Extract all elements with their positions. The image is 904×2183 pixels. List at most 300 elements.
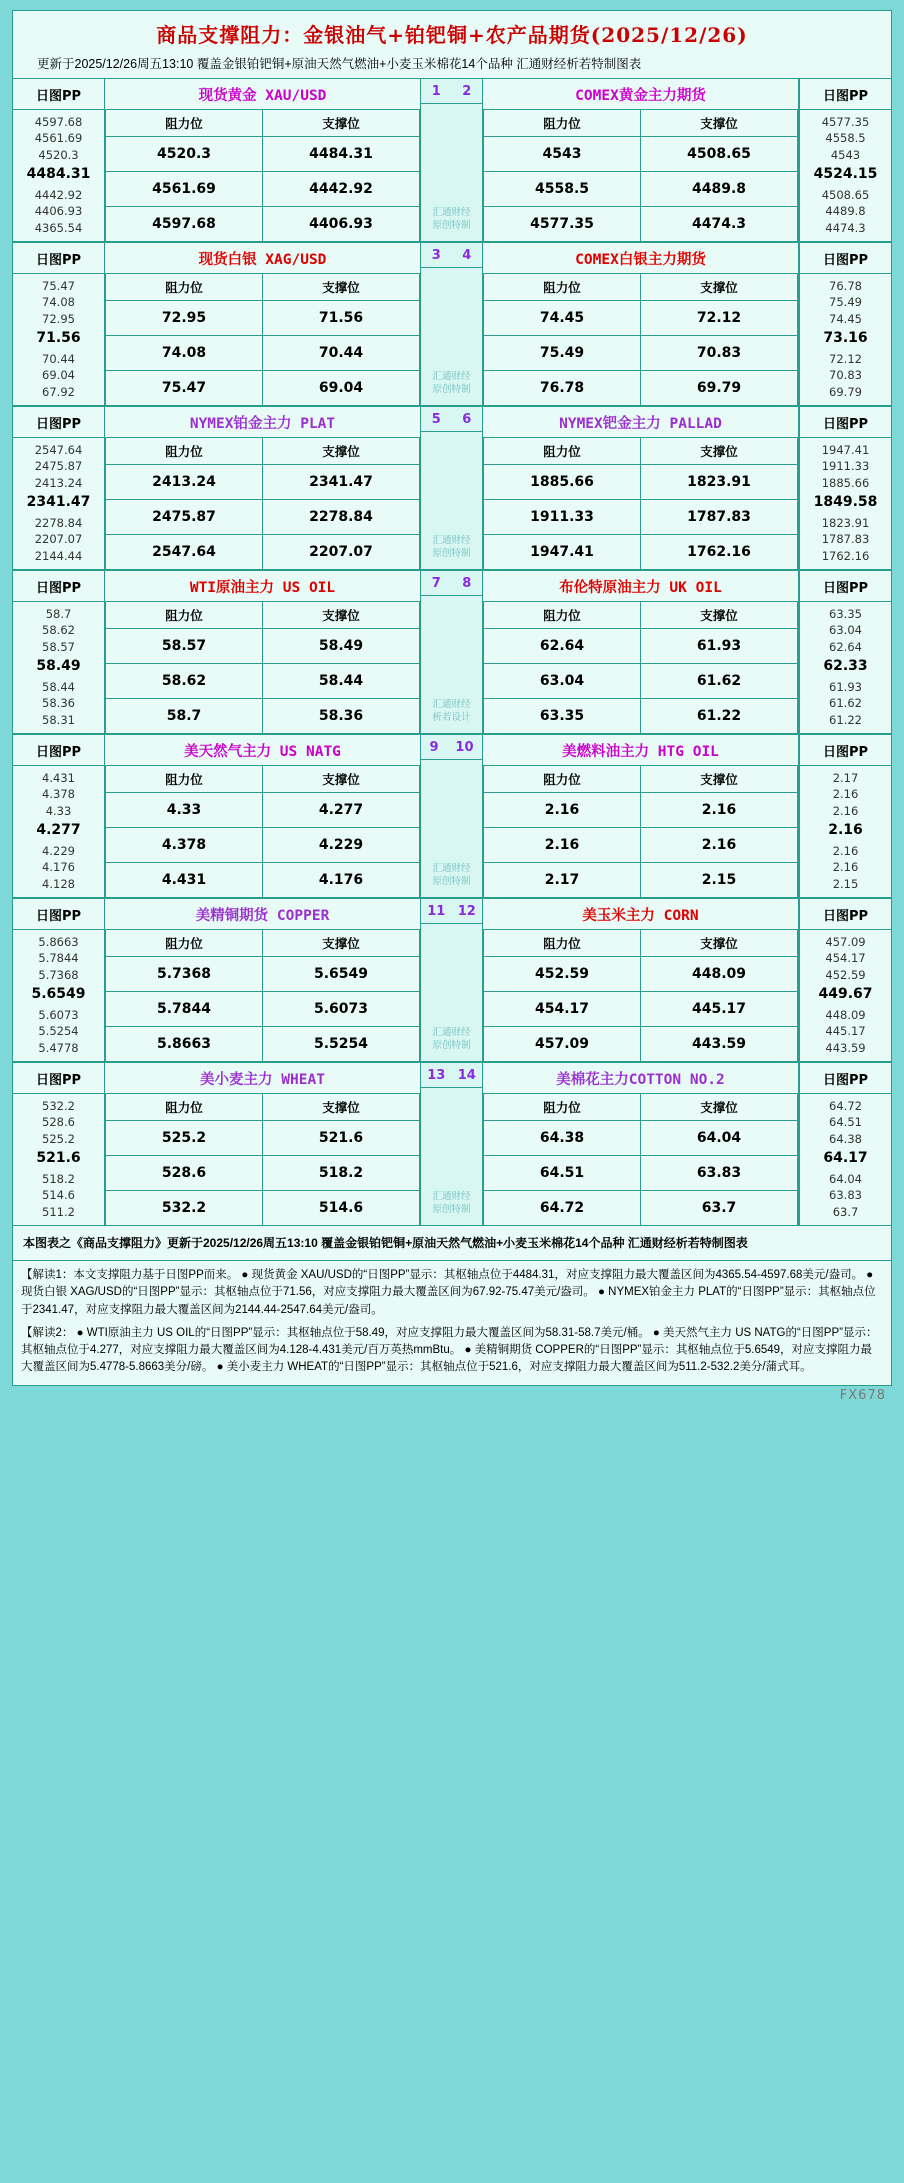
- table-row: [484, 629, 798, 664]
- table-row: [106, 336, 420, 371]
- pivot-points-column: [13, 79, 105, 241]
- resistance-value: 75.49: [484, 336, 641, 371]
- pivot-level-value: 2475.87: [34, 459, 83, 474]
- support-header: 支撑位: [263, 766, 420, 793]
- support-value: 5.6549: [263, 957, 420, 992]
- index-column: [421, 1063, 483, 1225]
- pivot-level-value: 511.2: [42, 1204, 75, 1219]
- pivot-points-column: [799, 1063, 891, 1225]
- pivot-point-value: 2.16: [828, 821, 863, 838]
- resistance-value: 2475.87: [106, 500, 263, 535]
- pivot-level-value: 58.62: [42, 623, 75, 638]
- support-value: 71.56: [263, 301, 420, 336]
- legend-paragraph-2: 【解读2： ● WTI原油主力 US OIL的“日图PP”显示：其枢轴点位于58.49，对应支撑阻力最大覆盖区间为58.31-58.7美元/桶。 ● 美天然气主力 US NATG的“日图PP”显示：其枢轴点位于4.277，对应支撑阻力最大覆盖区间为4.128-4.431美元/百万英热mmBtu。 ● 美精铜期货 COPPER的“日图PP”显示：其枢轴点位于5.6549，对应支撑阻力最大覆盖区间为5.4778-5.8663美分/磅。 ● 美小麦主力 WHEAT的“日图PP”显示：其枢轴点位于521.6，对应支撑阻力最大覆盖区间为511.2-532.2美分/蒲式耳。: [21, 1326, 878, 1374]
- pivot-level-value: 58.44: [42, 679, 75, 694]
- resistance-value: 64.51: [484, 1156, 641, 1191]
- watermark: [432, 535, 470, 561]
- table-row: [484, 1027, 798, 1062]
- instrument-title: 美精铜期货 COPPER: [105, 899, 420, 930]
- resistance-value: 5.7844: [106, 992, 263, 1027]
- instrument-title: 现货白银 XAG/USD: [105, 243, 420, 274]
- table-row: [106, 828, 420, 863]
- pivot-level-value: 4597.68: [34, 115, 83, 129]
- support-value: 2207.07: [263, 535, 420, 570]
- pivot-level-value: 452.59: [825, 967, 866, 982]
- support-value: 4406.93: [263, 207, 420, 242]
- resistance-value: 63.04: [484, 664, 641, 699]
- index-number-right: 4: [462, 248, 472, 263]
- support-value: 61.62: [641, 664, 798, 699]
- pivot-points-header: 日图PP: [13, 571, 104, 602]
- pivot-level-value: 76.78: [829, 279, 862, 293]
- pivot-point-value: 73.16: [823, 329, 868, 346]
- pivot-point-value: 62.33: [823, 657, 868, 674]
- table-row: [106, 699, 420, 734]
- legend-paragraph-1: 【解读1：本文支撑阻力基于日图PP而来。 ● 现货黄金 XAU/USD的“日图PP”显示：其枢轴点位于4484.31，对应支撑阻力最大覆盖区间为4365.54-4597.68美元/盎司。 ● 现货白银 XAG/USD的“日图PP”显示：其枢轴点位于71.56，对应支撑阻力最大覆盖区间为67.92-75.47美元/盎司。 ● NYMEX铂金主力 PLAT的“日图PP”显示：其枢轴点位于2341.47，对应支撑阻力最大覆盖区间为2144.44-2547.64美元/盎司。: [21, 1269, 876, 1316]
- pivot-points-header: 日图PP: [13, 1063, 104, 1094]
- pivot-level-value: 61.22: [829, 712, 862, 727]
- table-row: [484, 500, 798, 535]
- support-header: 支撑位: [263, 110, 420, 137]
- pivot-level-value: 448.09: [825, 1007, 866, 1022]
- pivot-level-value: 74.08: [42, 295, 75, 310]
- pivot-points-column: [799, 899, 891, 1061]
- index-column: [421, 407, 483, 569]
- pivot-level-value: 58.31: [42, 712, 75, 727]
- index-number-left: 7: [431, 576, 441, 591]
- index-numbers: [421, 1063, 482, 1088]
- resistance-value: 5.7368: [106, 957, 263, 992]
- pivot-points-list: [800, 930, 891, 1056]
- support-header: 支撑位: [641, 274, 798, 301]
- pivot-points-list: [800, 1094, 891, 1220]
- pivot-points-column: [799, 79, 891, 241]
- instrument-title: 美小麦主力 WHEAT: [105, 1063, 420, 1094]
- watermark: [432, 863, 470, 889]
- pivot-level-value: 1823.91: [821, 515, 870, 530]
- pivot-level-value: 75.49: [829, 295, 862, 310]
- pivot-level-value: 4508.65: [821, 187, 870, 202]
- table-row: [106, 465, 420, 500]
- resistance-header: 阻力位: [106, 1094, 263, 1121]
- support-value: 4442.92: [263, 172, 420, 207]
- watermark-line-2: 原创特制: [432, 876, 471, 888]
- index-number-left: 1: [431, 84, 441, 99]
- instrument-panel: [483, 243, 799, 405]
- pivot-level-value: 63.35: [829, 607, 862, 621]
- table-row: [484, 535, 798, 570]
- watermark-line-1: 汇通财经: [432, 699, 471, 711]
- index-number-left: 13: [427, 1068, 446, 1083]
- table-row: [106, 957, 420, 992]
- instrument-title: 美棉花主力COTTON NO.2: [483, 1063, 798, 1094]
- pivot-level-value: 2144.44: [34, 548, 83, 563]
- pivot-level-value: 2.17: [832, 771, 859, 785]
- support-value: 70.83: [641, 336, 798, 371]
- resistance-value: 457.09: [484, 1027, 641, 1062]
- pivot-points-header: 日图PP: [800, 899, 891, 930]
- resistance-header: 阻力位: [106, 274, 263, 301]
- pivot-points-header: 日图PP: [13, 899, 104, 930]
- instrument-block: [13, 899, 891, 1063]
- resistance-header: 阻力位: [484, 438, 641, 465]
- table-row: [106, 1027, 420, 1062]
- table-row: [484, 207, 798, 242]
- resistance-value: 4520.3: [106, 137, 263, 172]
- index-numbers: [421, 243, 482, 268]
- table-row: [484, 699, 798, 734]
- pivot-point-value: 449.67: [818, 985, 873, 1002]
- resistance-value: 58.7: [106, 699, 263, 734]
- support-header: 支撑位: [263, 438, 420, 465]
- resistance-value: 75.47: [106, 371, 263, 406]
- support-resistance-table: [105, 766, 420, 897]
- index-number-left: 11: [427, 904, 446, 919]
- pivot-level-value: 457.09: [825, 935, 866, 949]
- instrument-title: NYMEX铂金主力 PLAT: [105, 407, 420, 438]
- support-resistance-table: [105, 110, 420, 241]
- pivot-level-value: 1911.33: [821, 459, 870, 474]
- pivot-level-value: 2.15: [832, 876, 859, 891]
- pivot-points-list: [800, 274, 891, 400]
- watermark: [432, 1191, 470, 1217]
- instrument-panel: [105, 735, 421, 897]
- support-header: 支撑位: [641, 1094, 798, 1121]
- resistance-value: 64.38: [484, 1121, 641, 1156]
- pivot-level-value: 4442.92: [34, 187, 83, 202]
- pivot-level-value: 2278.84: [34, 515, 83, 530]
- support-resistance-table: [483, 274, 798, 405]
- resistance-value: 454.17: [484, 992, 641, 1027]
- pivot-level-value: 5.7844: [38, 951, 79, 966]
- watermark-line-1: 汇通财经: [432, 371, 471, 383]
- pivot-level-value: 4558.5: [825, 131, 866, 146]
- pivot-level-value: 2.16: [832, 803, 859, 818]
- pivot-level-value: 70.44: [42, 351, 75, 366]
- resistance-header: 阻力位: [106, 602, 263, 629]
- table-row: [106, 664, 420, 699]
- table-row: [106, 371, 420, 406]
- pivot-points-list: [800, 766, 891, 892]
- title-box: [12, 10, 892, 79]
- instrument-block: [13, 735, 891, 899]
- pivot-points-list: [13, 1094, 104, 1220]
- watermark-line-1: 汇通财经: [432, 535, 471, 547]
- resistance-value: 58.62: [106, 664, 263, 699]
- pivot-level-value: 5.8663: [38, 935, 79, 949]
- pivot-points-header: 日图PP: [800, 735, 891, 766]
- pivot-level-value: 4.378: [42, 787, 75, 802]
- index-number-right: 14: [457, 1068, 476, 1083]
- pivot-point-value: 71.56: [36, 329, 81, 346]
- pivot-level-value: 58.7: [45, 607, 72, 621]
- support-value: 58.44: [263, 664, 420, 699]
- resistance-value: 532.2: [106, 1191, 263, 1226]
- index-numbers: [421, 571, 482, 596]
- resistance-value: 528.6: [106, 1156, 263, 1191]
- pivot-point-value: 521.6: [36, 1149, 81, 1166]
- instrument-title: COMEX白银主力期货: [483, 243, 798, 274]
- pivot-level-value: 4520.3: [38, 147, 79, 162]
- watermark-line-1: 汇通财经: [432, 863, 471, 875]
- table-row: [484, 828, 798, 863]
- support-value: 4489.8: [641, 172, 798, 207]
- resistance-value: 74.45: [484, 301, 641, 336]
- pivot-level-value: 518.2: [42, 1171, 75, 1186]
- pivot-level-value: 58.36: [42, 696, 75, 711]
- table-row: [484, 992, 798, 1027]
- resistance-value: 4558.5: [484, 172, 641, 207]
- support-value: 58.36: [263, 699, 420, 734]
- index-numbers: [421, 735, 482, 760]
- instrument-panel: [483, 571, 799, 733]
- support-value: 2341.47: [263, 465, 420, 500]
- pivot-level-value: 4489.8: [825, 204, 866, 219]
- support-resistance-table: [483, 602, 798, 733]
- pivot-level-value: 1787.83: [821, 532, 870, 547]
- pivot-points-header: 日图PP: [800, 571, 891, 602]
- instrument-panel: [483, 735, 799, 897]
- pivot-points-list: [13, 930, 104, 1056]
- table-row: [106, 535, 420, 570]
- watermark-line-2: 原创特制: [432, 220, 471, 232]
- support-header: 支撑位: [641, 602, 798, 629]
- instrument-title: COMEX黄金主力期货: [483, 79, 798, 110]
- support-header: 支撑位: [641, 766, 798, 793]
- pivot-points-column: [799, 407, 891, 569]
- table-row: [484, 172, 798, 207]
- index-number-left: 5: [431, 412, 441, 427]
- instrument-title: NYMEX钯金主力 PALLAD: [483, 407, 798, 438]
- pivot-level-value: 61.62: [829, 696, 862, 711]
- pivot-level-value: 72.95: [42, 311, 75, 326]
- pivot-point-value: 1849.58: [813, 493, 878, 510]
- support-resistance-table: [105, 1094, 420, 1225]
- pivot-point-value: 4.277: [36, 821, 81, 838]
- table-row: [484, 1191, 798, 1226]
- support-resistance-table: [483, 930, 798, 1061]
- support-resistance-table: [105, 930, 420, 1061]
- support-value: 2.16: [641, 793, 798, 828]
- pivot-level-value: 72.12: [829, 351, 862, 366]
- pivot-points-list: [13, 766, 104, 892]
- resistance-value: 2.16: [484, 793, 641, 828]
- support-value: 64.04: [641, 1121, 798, 1156]
- pivot-level-value: 4.431: [42, 771, 75, 785]
- support-value: 1823.91: [641, 465, 798, 500]
- support-value: 70.44: [263, 336, 420, 371]
- pivot-level-value: 4.128: [42, 876, 75, 891]
- support-value: 61.22: [641, 699, 798, 734]
- pivot-points-column: [799, 571, 891, 733]
- table-row: [484, 301, 798, 336]
- pivot-points-header: 日图PP: [800, 407, 891, 438]
- pivot-level-value: 514.6: [42, 1188, 75, 1203]
- instrument-title: 布伦特原油主力 UK OIL: [483, 571, 798, 602]
- table-row: [106, 172, 420, 207]
- watermark-line-2: 原创特制: [432, 1040, 471, 1052]
- pivot-point-value: 64.17: [823, 1149, 868, 1166]
- table-row: [106, 863, 420, 898]
- pivot-level-value: 63.83: [829, 1188, 862, 1203]
- pivot-level-value: 2.16: [832, 787, 859, 802]
- support-value: 2.15: [641, 863, 798, 898]
- resistance-header: 阻力位: [484, 1094, 641, 1121]
- support-value: 69.04: [263, 371, 420, 406]
- support-value: 63.83: [641, 1156, 798, 1191]
- resistance-value: 2413.24: [106, 465, 263, 500]
- pivot-points-column: [13, 735, 105, 897]
- table-row: [106, 793, 420, 828]
- pivot-level-value: 61.93: [829, 679, 862, 694]
- index-column: [421, 735, 483, 897]
- page-subtitle: 更新于2025/12/26周五13:10 覆盖金银铂钯铜+原油天然气燃油+小麦玉米棉花14个品种 汇通财经析若特制图表: [37, 57, 642, 71]
- pivot-level-value: 4543: [830, 147, 861, 162]
- pivot-points-header: 日图PP: [800, 243, 891, 274]
- watermark-line-1: 汇通财经: [432, 1191, 471, 1203]
- watermark-line-1: 汇通财经: [432, 1027, 471, 1039]
- resistance-header: 阻力位: [484, 766, 641, 793]
- pivot-points-list: [13, 438, 104, 564]
- watermark: [432, 1027, 470, 1053]
- pivot-level-value: 454.17: [825, 951, 866, 966]
- support-resistance-table: [105, 438, 420, 569]
- resistance-value: 74.08: [106, 336, 263, 371]
- table-row: [106, 629, 420, 664]
- resistance-value: 2547.64: [106, 535, 263, 570]
- pivot-point-value: 58.49: [36, 657, 81, 674]
- watermark: [432, 207, 470, 233]
- index-number-left: 9: [429, 740, 439, 755]
- support-value: 4474.3: [641, 207, 798, 242]
- support-value: 1762.16: [641, 535, 798, 570]
- support-value: 4508.65: [641, 137, 798, 172]
- support-value: 4.277: [263, 793, 420, 828]
- pivot-level-value: 5.5254: [38, 1024, 79, 1039]
- support-value: 514.6: [263, 1191, 420, 1226]
- support-value: 72.12: [641, 301, 798, 336]
- watermark: [432, 371, 470, 397]
- pivot-points-column: [13, 1063, 105, 1225]
- pivot-point-value: 4484.31: [26, 165, 91, 182]
- index-number-right: 8: [462, 576, 472, 591]
- pivot-level-value: 75.47: [42, 279, 75, 293]
- resistance-header: 阻力位: [106, 766, 263, 793]
- support-value: 521.6: [263, 1121, 420, 1156]
- index-number-left: 3: [431, 248, 441, 263]
- pivot-level-value: 2547.64: [34, 443, 83, 457]
- resistance-header: 阻力位: [484, 274, 641, 301]
- table-row: [484, 465, 798, 500]
- index-numbers: [421, 79, 482, 104]
- instrument-block: [13, 1063, 891, 1225]
- instrument-panel: [483, 899, 799, 1061]
- support-value: 518.2: [263, 1156, 420, 1191]
- resistance-value: 4.378: [106, 828, 263, 863]
- instrument-block: [13, 571, 891, 735]
- support-resistance-table: [483, 1094, 798, 1225]
- resistance-value: 525.2: [106, 1121, 263, 1156]
- instrument-panel: [105, 79, 421, 241]
- instrument-title: 现货黄金 XAU/USD: [105, 79, 420, 110]
- instrument-panel: [105, 243, 421, 405]
- index-column: [421, 899, 483, 1061]
- resistance-value: 58.57: [106, 629, 263, 664]
- table-row: [484, 1156, 798, 1191]
- pivot-points-list: [13, 274, 104, 400]
- support-value: 63.7: [641, 1191, 798, 1226]
- support-value: 5.6073: [263, 992, 420, 1027]
- support-value: 2.16: [641, 828, 798, 863]
- resistance-value: 5.8663: [106, 1027, 263, 1062]
- pivot-points-header: 日图PP: [13, 407, 104, 438]
- pivot-level-value: 58.57: [42, 639, 75, 654]
- legend: [12, 1261, 892, 1386]
- support-resistance-table: [483, 438, 798, 569]
- instrument-panel: [483, 79, 799, 241]
- support-header: 支撑位: [263, 930, 420, 957]
- pivot-points-column: [13, 899, 105, 1061]
- pivot-level-value: 5.6073: [38, 1007, 79, 1022]
- support-resistance-table: [105, 274, 420, 405]
- instrument-panel: [105, 899, 421, 1061]
- pivot-level-value: 445.17: [825, 1024, 866, 1039]
- table-row: [484, 137, 798, 172]
- pivot-level-value: 74.45: [829, 311, 862, 326]
- table-row: [106, 301, 420, 336]
- pivot-level-value: 4.229: [42, 843, 75, 858]
- page-title: 商品支撑阻力：金银油气+铂钯铜+农产品期货(2025/12/26): [156, 23, 748, 47]
- pivot-point-value: 2341.47: [26, 493, 91, 510]
- resistance-header: 阻力位: [484, 602, 641, 629]
- support-resistance-table: [483, 766, 798, 897]
- pivot-level-value: 2413.24: [34, 475, 83, 490]
- table-row: [484, 957, 798, 992]
- pivot-level-value: 4561.69: [34, 131, 83, 146]
- pivot-points-column: [799, 735, 891, 897]
- support-value: 4484.31: [263, 137, 420, 172]
- resistance-header: 阻力位: [106, 110, 263, 137]
- pivot-points-list: [13, 602, 104, 728]
- support-value: 445.17: [641, 992, 798, 1027]
- index-number-right: 12: [457, 904, 476, 919]
- support-header: 支撑位: [641, 110, 798, 137]
- pivot-points-column: [13, 243, 105, 405]
- pivot-level-value: 4406.93: [34, 204, 83, 219]
- support-value: 61.93: [641, 629, 798, 664]
- watermark-line-2: 原创特制: [432, 1204, 471, 1216]
- pivot-level-value: 62.64: [829, 639, 862, 654]
- pivot-level-value: 532.2: [42, 1099, 75, 1113]
- pivot-level-value: 70.83: [829, 368, 862, 383]
- table-row: [106, 207, 420, 242]
- watermark-line-2: 原创特制: [432, 548, 471, 560]
- corner-watermark: FX678: [839, 1387, 886, 1403]
- support-resistance-table: [483, 110, 798, 241]
- support-value: 69.79: [641, 371, 798, 406]
- support-value: 58.49: [263, 629, 420, 664]
- instrument-block: [13, 79, 891, 243]
- resistance-value: 4577.35: [484, 207, 641, 242]
- table-row: [106, 992, 420, 1027]
- pivot-level-value: 4.33: [45, 803, 72, 818]
- pivot-level-value: 64.72: [829, 1099, 862, 1113]
- pivot-level-value: 64.38: [829, 1131, 862, 1146]
- support-value: 5.5254: [263, 1027, 420, 1062]
- instrument-panel: [483, 407, 799, 569]
- instrument-title: WTI原油主力 US OIL: [105, 571, 420, 602]
- resistance-value: 62.64: [484, 629, 641, 664]
